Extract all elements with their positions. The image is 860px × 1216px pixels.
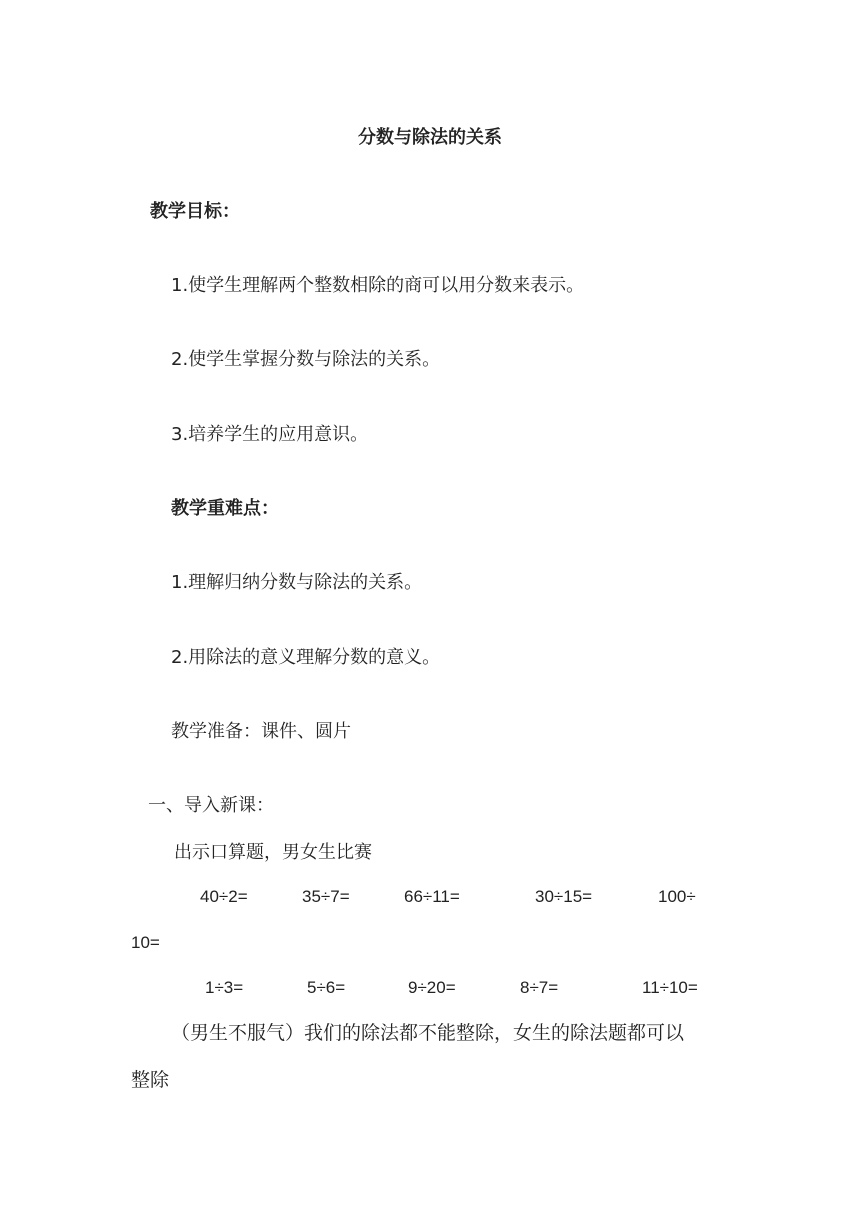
equation: 40÷2= xyxy=(200,887,248,906)
paragraph-line: 整除 xyxy=(131,1069,170,1091)
equation: 35÷7= xyxy=(302,887,350,906)
equation: 100÷ xyxy=(658,887,696,906)
difficulty-heading: 教学重难点： xyxy=(171,498,279,519)
goals-heading: 教学目标： xyxy=(150,201,240,222)
goal-item: 3.培养学生的应用意识。 xyxy=(171,424,369,445)
difficulty-item: 2.用除法的意义理解分数的意义。 xyxy=(171,647,441,668)
equation: 11÷10= xyxy=(642,978,698,997)
equation: 8÷7= xyxy=(520,978,559,997)
equation: 66÷11= xyxy=(404,887,460,906)
paragraph-line: （男生不服气）我们的除法都不能整除，女生的除法题都可以 xyxy=(171,1022,685,1044)
equation: 30÷15= xyxy=(535,887,593,906)
equation-wrap: 10= xyxy=(131,933,160,952)
goal-item: 1.使学生理解两个整数相除的商可以用分数来表示。 xyxy=(171,275,585,296)
document-title: 分数与除法的关系 xyxy=(358,127,502,148)
section-heading: 一、导入新课： xyxy=(148,795,274,816)
preparation-text: 教学准备：课件、圆片 xyxy=(171,721,351,742)
equation: 1÷3= xyxy=(205,978,244,997)
goal-item: 2.使学生掌握分数与除法的关系。 xyxy=(171,349,441,370)
equation: 9÷20= xyxy=(408,978,456,997)
section-intro: 出示口算题，男女生比赛 xyxy=(174,842,372,863)
difficulty-item: 1.理解归纳分数与除法的关系。 xyxy=(171,572,423,593)
equation: 5÷6= xyxy=(307,978,346,997)
